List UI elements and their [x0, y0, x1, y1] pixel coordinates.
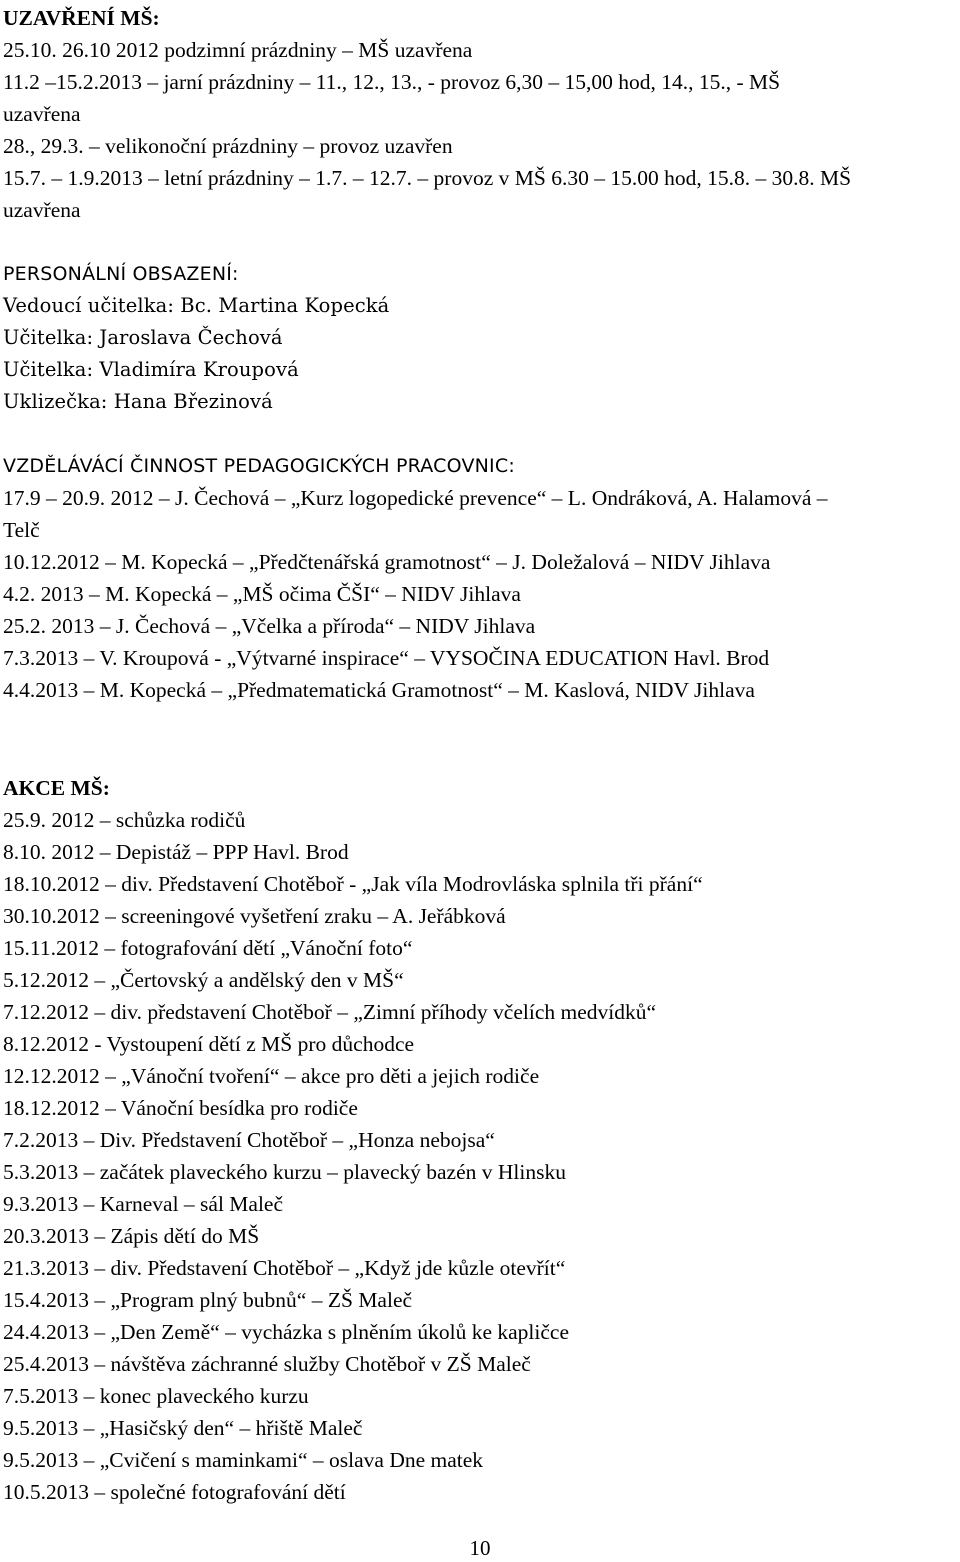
- closures-section: [3, 2, 903, 226]
- staff-line: Učitelka: Jaroslava Čechová: [3, 326, 283, 349]
- event-line: 24.4.2013 – „Den Země“ – vycházka s plněním úkolů ke kapličce: [3, 1320, 569, 1344]
- event-line: 25.9. 2012 – schůzka rodičů: [3, 808, 246, 832]
- education-section-title: [3, 450, 515, 482]
- education-line: Telč: [3, 518, 40, 542]
- events-section-title: [3, 772, 110, 804]
- education-line: 4.4.2013 – M. Kopecká – „Předmatematická Gramotnost“ – M. Kaslová, NIDV Jihlava: [3, 678, 755, 702]
- education-line: 7.3.2013 – V. Kroupová - „Výtvarné inspirace“ – VYSOČINA EDUCATION Havl. Brod: [3, 646, 770, 670]
- closures-line: 11.2 –15.2.2013 – jarní prázdniny – 11., 12., 13., - provoz 6,30 – 15,00 hod, 14., 15., - MŠ: [3, 70, 781, 94]
- event-line: 7.5.2013 – konec plaveckého kurzu: [3, 1384, 309, 1408]
- staff-heading: PERSONÁLNÍ OBSAZENÍ:: [3, 263, 239, 285]
- event-line: 5.12.2012 – „Čertovský a andělský den v MŠ“: [3, 968, 404, 992]
- closures-line: 28., 29.3. – velikonoční prázdniny – provoz uzavřen: [3, 134, 453, 158]
- education-line: 17.9 – 20.9. 2012 – J. Čechová – „Kurz logopedické prevence“ – L. Ondráková, A. Halamová –: [3, 486, 828, 510]
- event-line: 8.10. 2012 – Depistáž – PPP Havl. Brod: [3, 840, 349, 864]
- staff-section: [3, 290, 389, 418]
- events-heading: AKCE MŠ:: [3, 776, 110, 800]
- event-line: 30.10.2012 – screeningové vyšetření zraku – A. Jeřábková: [3, 904, 506, 928]
- event-line: 25.4.2013 – návštěva záchranné služby Chotěboř v ZŠ Maleč: [3, 1352, 531, 1376]
- event-line: 7.12.2012 – div. představení Chotěboř – „Zimní příhody včelích medvídků“: [3, 1000, 657, 1024]
- education-heading: VZDĚLÁVÁCÍ ČINNOST PEDAGOGICKÝCH PRACOVNIC:: [3, 455, 515, 477]
- education-section: [3, 482, 943, 706]
- closures-line: 15.7. – 1.9.2013 – letní prázdniny – 1.7. – 12.7. – provoz v MŠ 6.30 – 15.00 hod, 15.8. – 30.8. MŠ: [3, 166, 852, 190]
- event-line: 15.11.2012 – fotografování dětí „Vánoční foto“: [3, 936, 413, 960]
- staff-section-title: [3, 258, 239, 290]
- closures-line: uzavřena: [3, 102, 81, 126]
- event-line: 5.3.2013 – začátek plaveckého kurzu – plavecký bazén v Hlinsku: [3, 1160, 566, 1184]
- closures-line: uzavřena: [3, 198, 81, 222]
- event-line: 9.5.2013 – „Hasičský den“ – hřiště Maleč: [3, 1416, 363, 1440]
- event-line: 18.10.2012 – div. Představení Chotěboř - „Jak víla Modrovláska splnila tři přání“: [3, 872, 703, 896]
- event-line: 9.3.2013 – Karneval – sál Maleč: [3, 1192, 284, 1216]
- event-line: 9.5.2013 – „Cvičení s maminkami“ – oslava Dne matek: [3, 1448, 484, 1472]
- closures-heading: UZAVŘENÍ MŠ:: [3, 6, 160, 30]
- event-line: 10.5.2013 – společné fotografování dětí: [3, 1480, 346, 1504]
- event-line: 20.3.2013 – Zápis dětí do MŠ: [3, 1224, 260, 1248]
- event-line: 8.12.2012 - Vystoupení dětí z MŠ pro důchodce: [3, 1032, 415, 1056]
- event-line: 15.4.2013 – „Program plný bubnů“ – ZŠ Maleč: [3, 1288, 413, 1312]
- events-section: [3, 804, 703, 1508]
- closures-line: 25.10. 26.10 2012 podzimní prázdniny – MŠ uzavřena: [3, 38, 473, 62]
- page-number: 10: [469, 1536, 491, 1560]
- staff-line: Vedoucí učitelka: Bc. Martina Kopecká: [3, 294, 390, 317]
- event-line: 18.12.2012 – Vánoční besídka pro rodiče: [3, 1096, 358, 1120]
- education-line: 4.2. 2013 – M. Kopecká – „MŠ očima ČŠI“ – NIDV Jihlava: [3, 582, 521, 606]
- education-line: 25.2. 2013 – J. Čechová – „Včelka a příroda“ – NIDV Jihlava: [3, 614, 536, 638]
- event-line: 12.12.2012 – „Vánoční tvoření“ – akce pro děti a jejich rodiče: [3, 1064, 540, 1088]
- event-line: 7.2.2013 – Div. Představení Chotěboř – „Honza nebojsa“: [3, 1128, 495, 1152]
- event-line: 21.3.2013 – div. Představení Chotěboř – „Když jde kůzle otevřít“: [3, 1256, 566, 1280]
- staff-line: Uklizečka: Hana Březinová: [3, 390, 273, 413]
- staff-line: Učitelka: Vladimíra Kroupová: [3, 358, 299, 381]
- education-line: 10.12.2012 – M. Kopecká – „Předčtenářská gramotnost“ – J. Doležalová – NIDV Jihlava: [3, 550, 771, 574]
